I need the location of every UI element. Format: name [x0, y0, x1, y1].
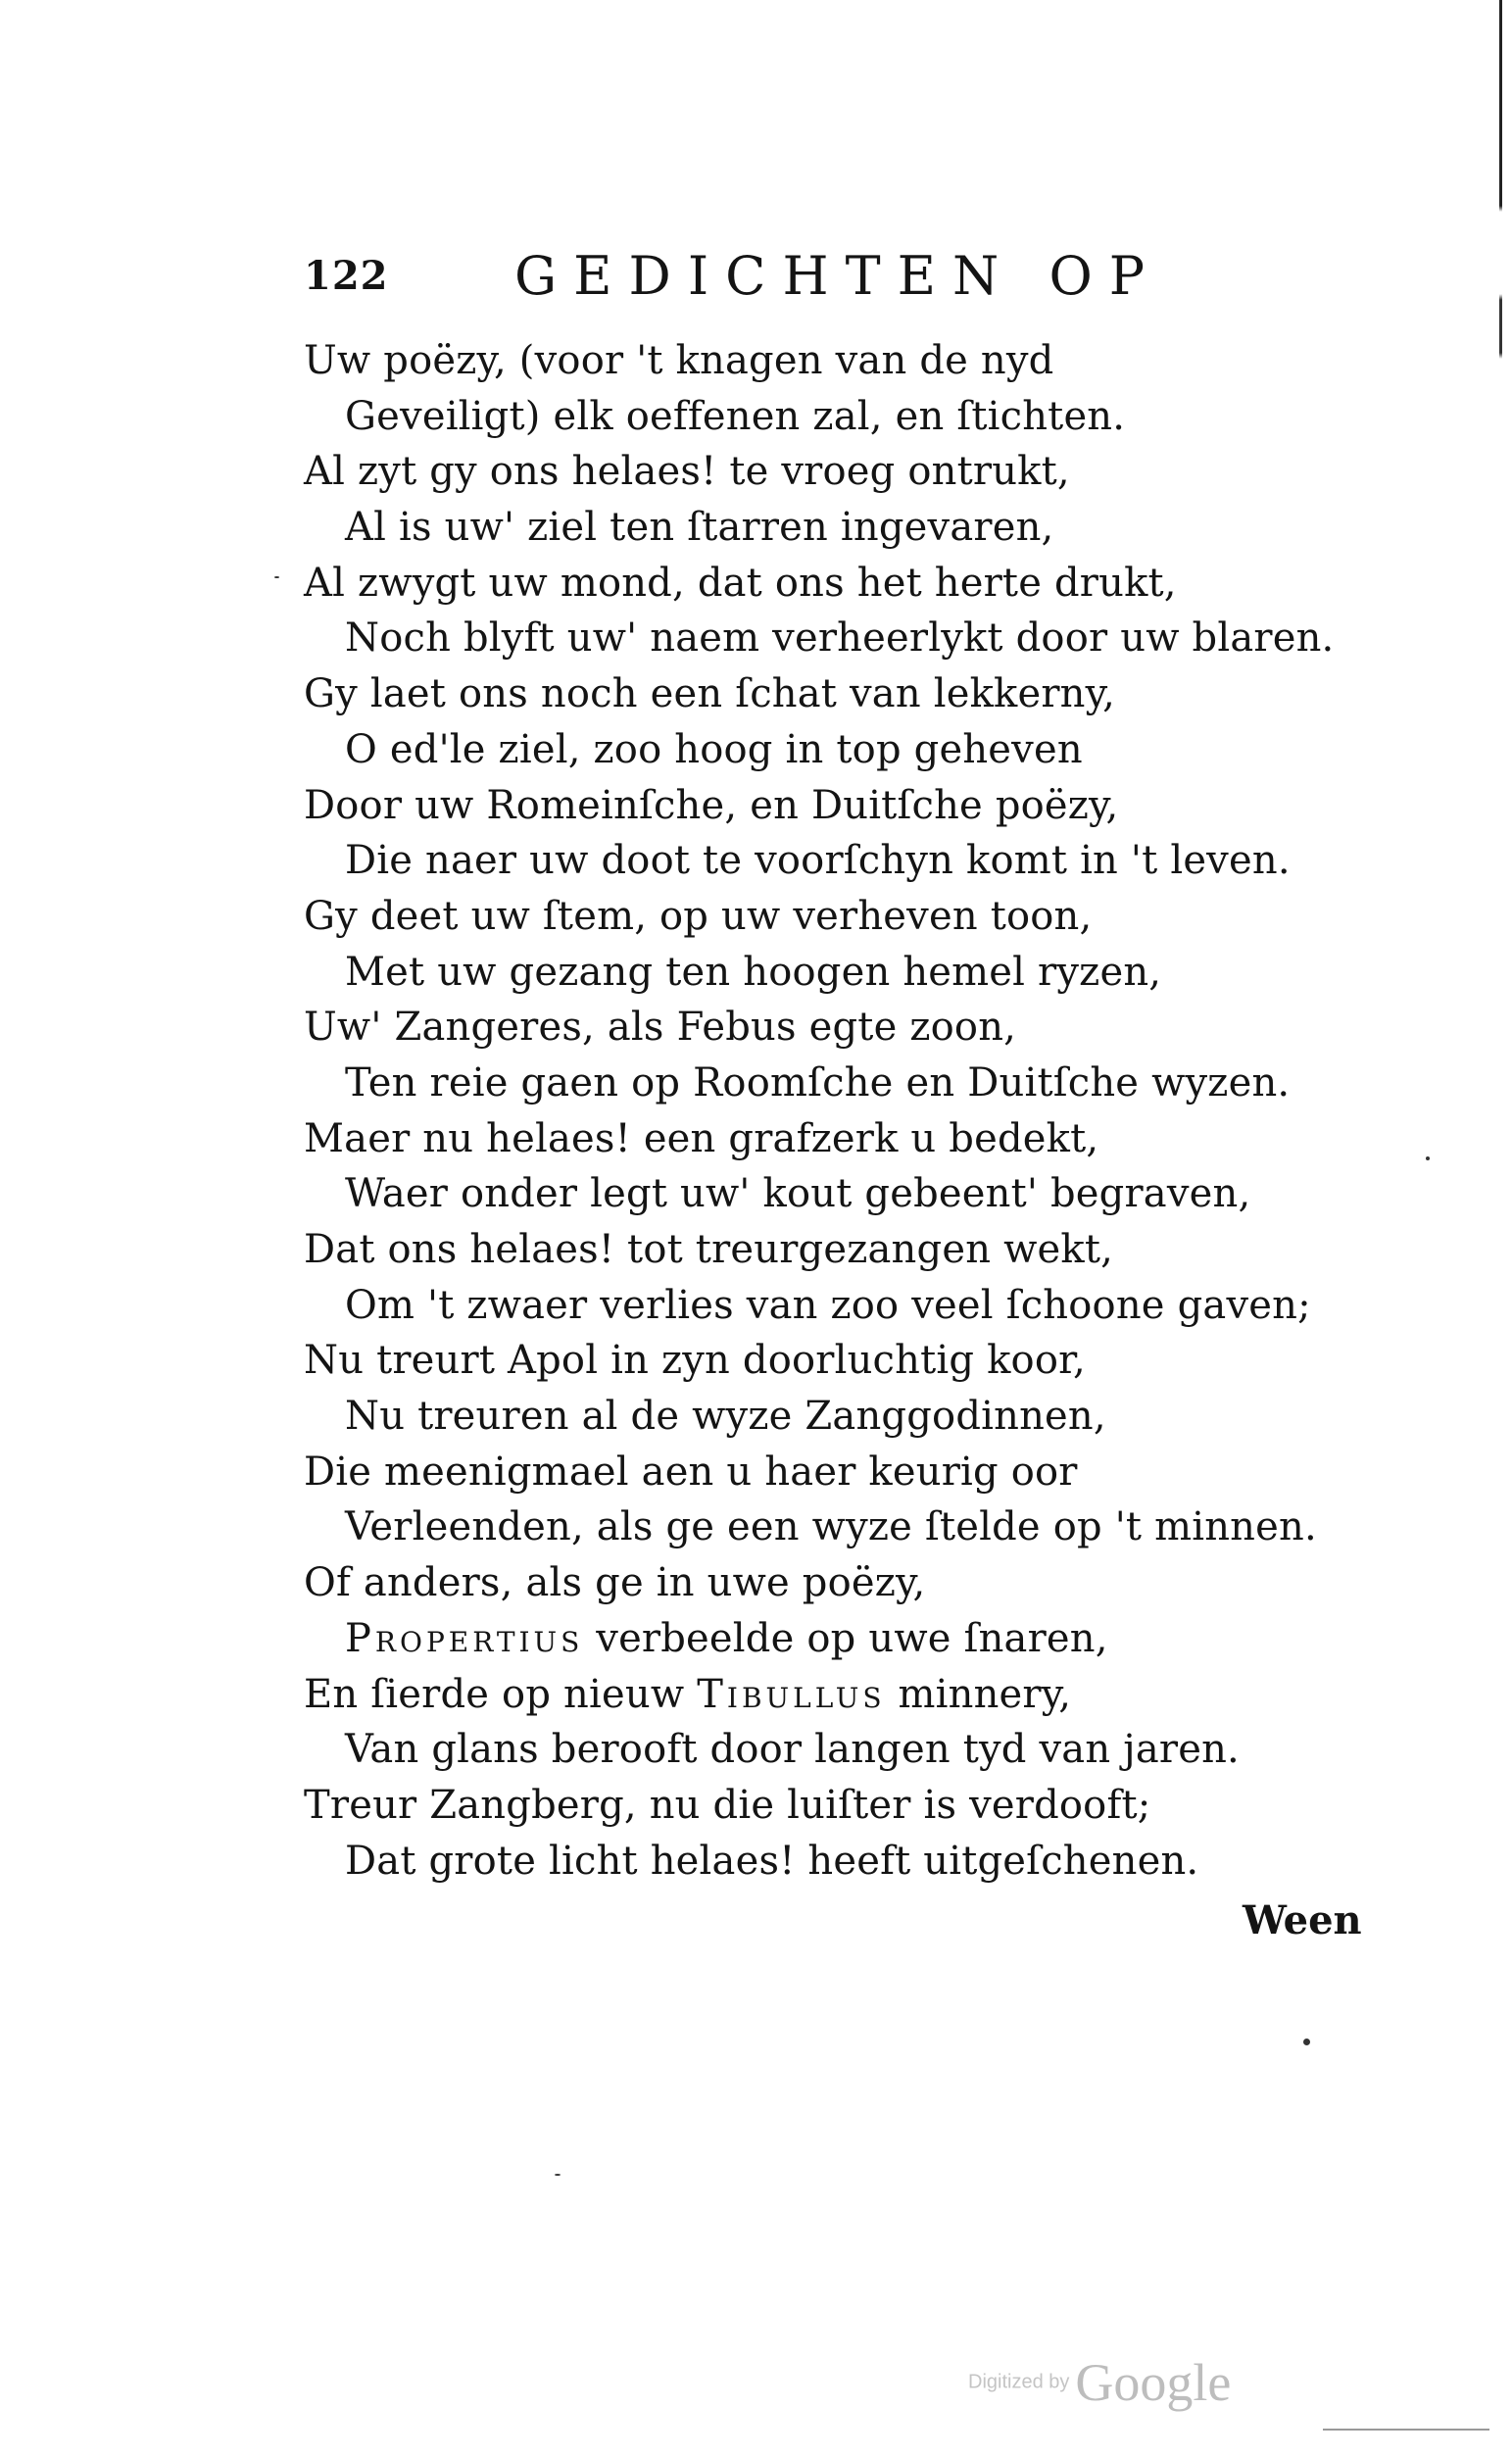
poem-line: Door uw Romeinſche, en Duitſche poëzy,	[304, 782, 1119, 828]
ink-speck	[555, 2174, 561, 2176]
google-logo: Google	[1075, 2353, 1232, 2412]
digitized-by-google-watermark	[968, 2352, 1231, 2413]
running-head: GEDICHTEN OP	[514, 245, 1162, 307]
poem-line: Die meenigmael aen u haer keurig oor	[304, 1449, 1078, 1495]
poem-line: Maer nu helaes! een grafzerk u bedekt,	[304, 1115, 1099, 1161]
poem-line: Al is uw' ziel ten ſtarren ingevaren,	[345, 505, 1054, 551]
poem-line: Ten reie gaen op Roomſche en Duitſche wyzen.	[345, 1059, 1291, 1106]
ink-speck	[274, 576, 279, 578]
poem-line: Uw' Zangeres, als Febus egte zoon,	[304, 1005, 1017, 1051]
poem-line: Waer onder legt uw' kout gebeent' begraven,	[345, 1171, 1251, 1217]
poem-line-text: verbeelde op uwe ſnaren,	[596, 1615, 1108, 1661]
poem-line: Nu treurt Apol in zyn doorluchtig koor,	[304, 1338, 1086, 1384]
poem-line-text-end: minnery,	[898, 1671, 1072, 1717]
poem-body	[304, 333, 1335, 1889]
poem-line: Of anders, als ge in uwe poëzy,	[304, 1560, 926, 1606]
name-propertius: Propertius	[345, 1615, 584, 1661]
page-header	[304, 245, 1244, 314]
poem-line: Al zwygt uw mond, dat ons het herte drukt,	[304, 560, 1177, 606]
poem-line-tibullus	[304, 1667, 1284, 1723]
poem-line: Noch blyft uw' naem verheerlykt door uw blaren.	[345, 615, 1335, 662]
name-tibullus: Tibullus	[697, 1671, 886, 1717]
poem-line: O ed'le ziel, zoo hoog in top geheven	[345, 726, 1083, 772]
poem-line: Dat ons helaes! tot treurgezangen wekt,	[304, 1227, 1114, 1272]
bottom-rule	[1323, 2429, 1489, 2431]
poem-line: Met uw gezang ten hoogen hemel ryzen,	[345, 949, 1162, 995]
poem-line: Dat grote licht helaes! heeft uitgeſchenen.	[345, 1838, 1199, 1884]
poem-line: Geveiligt) elk oeffenen zal, en ſtichten.	[345, 393, 1126, 439]
catchword: Ween	[1243, 1897, 1362, 1943]
poem-line: Uw poëzy, (voor 't knagen van de nyd	[304, 338, 1054, 383]
ink-speck	[1426, 1156, 1430, 1160]
page-number: 122	[304, 253, 389, 299]
poem-line: Die naer uw doot te voorſchyn komt in 't leven.	[345, 838, 1291, 884]
poem-line: Van glans berooft door langen tyd van jaren.	[345, 1727, 1240, 1773]
poem-line: Nu treuren al de wyze Zanggodinnen,	[345, 1394, 1106, 1440]
poem-line-text: En ſierde op nieuw	[304, 1671, 685, 1717]
ink-speck	[1303, 2039, 1310, 2045]
watermark-prefix: Digitized by	[968, 2371, 1070, 2393]
poem-line-propertius	[304, 1611, 1284, 1667]
poem-line: Om 't zwaer verlies van zoo veel ſchoone gaven;	[345, 1282, 1311, 1328]
poem-line: Treur Zangberg, nu die luiſter is verdooft;	[304, 1782, 1151, 1828]
page-edge-shadow	[1499, 0, 1502, 588]
poem-line: Al zyt gy ons helaes! te vroeg ontrukt,	[304, 449, 1070, 495]
poem-line: Gy deet uw ſtem, op uw verheven toon,	[304, 893, 1093, 939]
poem-line: Verleenden, als ge een wyze ſtelde op 't minnen.	[345, 1504, 1317, 1550]
poem-line: Gy laet ons noch een ſchat van lekkerny,	[304, 671, 1116, 717]
